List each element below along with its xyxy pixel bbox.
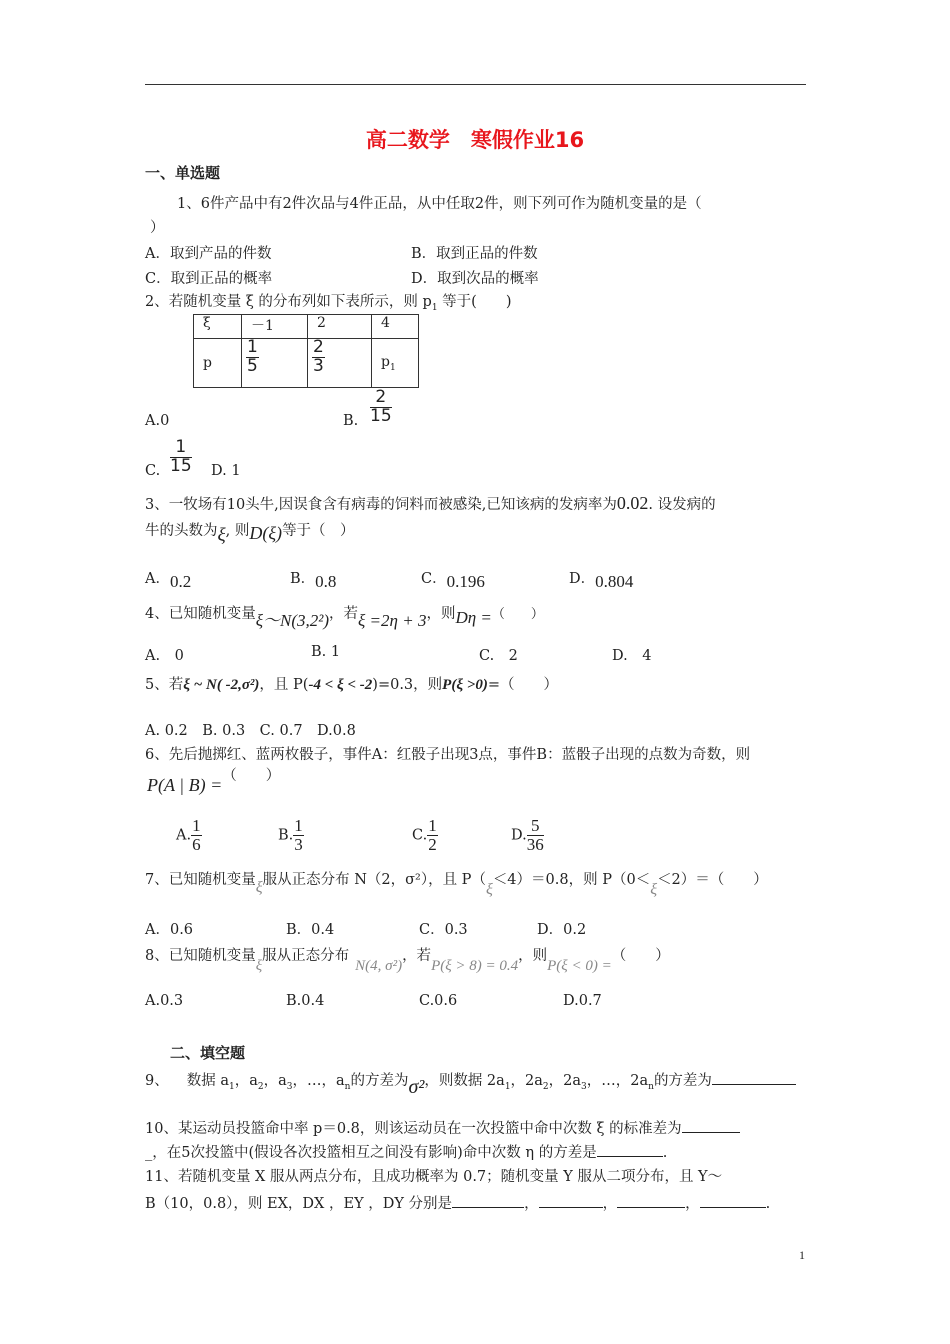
q3-line2-text: 牛的头数为 [145,523,218,539]
frac-den: 3 [313,355,324,376]
opt-label: A. [176,827,192,844]
sep: ， [685,1196,700,1212]
q3-option-b [290,567,337,591]
q3-stem-text: 3、一牧场有10头牛,因误食含有病毒的饲料而被感染,已知该病的发病率为 [145,497,617,513]
q8-stem-dist-text: 服从正态分布 [262,948,350,964]
q3-option-c [421,567,485,591]
q8-stem-if: ，若 [402,948,432,964]
table-cell-p1 [372,339,419,388]
q11-text: B（10，0.8），则 EX，DX ，EY ，DY 分别是 [145,1196,453,1212]
page-number: 1 [799,1248,805,1262]
page-title: 高二数学 寒假作业16 [365,128,585,152]
q5-options: A. 0.2 B. 0.3 C. 0.7 D.0.8 [145,723,356,739]
frac-den: 3 [294,834,303,854]
q1-option-b: B．取到正品的件数 [411,246,538,262]
q1-option-a: A．取到产品的件数 [145,246,272,262]
opt-label: A． [145,571,170,587]
q4-stem [145,598,544,630]
sub: n [344,1081,351,1092]
sep: ， [524,1196,539,1212]
q2-option-c-label: C. [145,463,161,479]
frac-den: 2 [428,834,437,854]
sep: ，a [234,1073,258,1089]
opt-label: D． [569,571,596,587]
table-cell-frac-2 [308,339,372,388]
q9-answer-blank[interactable] [712,1070,796,1085]
sub: 3 [286,1081,293,1092]
q11-line1: 11、若随机变量 X 服从两点分布，且成功概率为 0.7；随机变量 Y 服从二项分布，且 Y～ [145,1169,723,1185]
frac-den: 6 [192,834,201,854]
q2-stem [145,290,512,313]
q7-option-b: B．0.4 [286,922,335,938]
q9-text-data: ，则数据 2a [424,1073,505,1089]
table-header-xi: ξ [194,315,242,339]
opt-label: C. [412,827,428,844]
opt-value: 0.804 [595,572,634,591]
fraction [191,817,202,854]
sub: 2 [542,1081,549,1092]
q8-ask: P(ξ < 0) = [547,958,612,974]
sub: 1 [229,1081,235,1092]
q4-stem-if: ，若 [329,606,359,622]
opt-value: 0.2 [169,572,192,591]
q6-option-a [176,817,202,854]
q3-stem-tail: . 设发病的 [648,497,716,513]
opt-label: B. [278,827,294,844]
frac-num: 2 [370,389,392,408]
q4-option-b: B. 1 [311,644,341,660]
frac-den: 15 [170,455,192,476]
p-sub: 1 [389,362,396,373]
q4-option-c: C. 2 [479,648,518,664]
q1-stem-close: ） [150,220,165,236]
table-header-2: 2 [308,315,372,339]
q10-end: . [662,1145,668,1161]
header-rule [145,84,806,85]
section-single-choice: 一、单选题 [145,164,221,182]
q4-option-d: D. 4 [612,648,652,664]
q3-line2-then: , 则 [225,523,250,539]
q10-blank-std[interactable] [682,1118,740,1133]
q7-stem [145,868,768,898]
q9-number: 9、 [145,1073,169,1089]
q5-ask: P(ξ >0) [442,677,488,693]
q7-stem-ask: ＜2）＝（ ） [657,872,768,888]
q7-xi-2: ξ [485,881,493,898]
q5-stem [145,673,558,694]
q10-blank-var[interactable] [597,1142,663,1157]
q8-option-c: C.0.6 [419,993,458,1009]
q10-line2 [145,1141,667,1162]
q5-stem-cond: ，且 P( [259,677,309,693]
q5-inequality: -4 < ξ < -2 [308,677,373,693]
sub: 3 [581,1081,587,1092]
fraction [170,439,192,476]
q1-stem: 1、6件产品中有2件次品与4件正品，从中任取2件，则下列可作为随机变量的是（ [177,196,702,212]
frac-num: 1 [428,816,437,835]
opt-value: 0.8 [315,572,337,591]
q11-blank-ey[interactable] [617,1193,685,1208]
q3-rate: 0.02 [616,493,649,513]
table-row-label: p [194,339,242,388]
q6-stem: 6、先后抛掷红、蓝两枚骰子，事件A：红骰子出现3点，事件B：蓝骰子出现的点数为奇数，则 [145,747,751,763]
q1-option-c: C．取到正品的概率 [145,271,273,287]
q4-distribution: ξ～N(3,2²) [255,611,330,630]
q7-stem-cond: ＜4）＝0.8，则 P（0＜ [492,872,651,888]
fraction [527,817,544,854]
q8-option-b: B.0.4 [286,993,325,1009]
q4-stem-then: ，则 [426,606,456,622]
q2-distribution-table [193,314,419,388]
q2-stem-text: 2、若随机变量 ξ 的分布列如下表所示，则 p [145,294,432,310]
p-label: p [381,353,390,370]
q7-xi: ξ [255,879,263,896]
fraction [293,817,304,854]
q11-blank-dx[interactable] [539,1193,603,1208]
q8-xi: ξ [255,958,263,974]
q8-stem [145,944,670,974]
q2-option-d: D. 1 [211,463,241,479]
opt-value: 0.196 [446,572,485,591]
q11-line2 [145,1192,770,1213]
q8-condition: P(ξ > 8) = 0.4 [431,958,519,974]
q2-stem-paren: 等于( ) [437,294,512,310]
q6-paren: （ ） [222,768,281,784]
opt-label: B． [290,571,316,587]
q11-end: . [765,1196,771,1212]
q4-option-a: A. 0 [145,648,184,664]
q4-ask: Dη = [455,608,492,627]
q9-line [145,1068,796,1098]
sep: ，a [263,1073,287,1089]
q9-text-variance: 的方差为 [350,1073,409,1089]
q5-stem-paren: =（ ） [487,677,559,693]
table-header-neg1: －1 [242,315,308,339]
q3-option-d [569,567,634,591]
fraction [246,339,259,376]
q2-option-b-label: B. [343,413,359,429]
q5-stem-then: )=0.3，则 [372,677,443,693]
q10-line1 [145,1117,740,1138]
frac-num: 1 [192,816,201,835]
fraction [370,389,392,426]
q6-option-c [412,817,438,854]
q8-stem-text: 8、已知随机变量 [145,948,256,964]
frac-den: 36 [526,834,544,854]
q4-relation: ξ =2η + 3 [358,611,427,630]
q3-xi: ξ [217,525,226,546]
q3-line2 [145,519,355,546]
q10-text-2: _，在5次投篮中(假设各次投篮相互之间没有影响)命中次数 η 的方差是 [145,1145,597,1161]
q4-paren: （ ） [491,607,544,622]
sep: ，…，2a [586,1073,649,1089]
q7-stem-dist: 服从正态分布 N（2，σ²），且 P（ [262,872,486,888]
table-cell-frac-1 [242,339,308,388]
frac-den: 15 [370,405,392,426]
q9-sigma: σ² [408,1076,425,1098]
q3-line1 [145,493,716,514]
fraction [312,339,325,376]
q9-text-ask: 的方差为 [653,1073,712,1089]
q5-stem-text: 5、若 [145,677,184,693]
q2-option-a: A.0 [145,413,170,429]
q8-distribution: N(4, σ²) [355,958,403,974]
sub: n [648,1081,654,1092]
table-header-4: 4 [372,315,419,339]
sub: 2 [257,1081,264,1092]
q9-text: 数据 a [186,1073,229,1089]
q2-stem-sub: 1 [431,302,438,313]
fraction [427,817,438,854]
q3-option-a [145,567,192,591]
q6-ask-expr: P(A | B) = [147,775,223,795]
q2-option-b-frac [370,389,392,426]
q6-option-b [278,817,304,854]
frac-den: 5 [247,355,258,376]
q8-stem-then: ，则 [518,948,548,964]
q1-option-d: D．取到次品的概率 [411,271,539,287]
q6-option-d [511,817,544,854]
q7-option-a: A．0.6 [145,922,194,938]
q7-xi-3: ξ [650,881,658,898]
q3-variance-expr: D(ξ) [249,523,283,543]
sep: ，2a [548,1073,582,1089]
section-fill-blank: 二、填空题 [170,1044,246,1062]
q3-line2-ask: 等于（ ） [282,523,355,539]
q8-paren: （ ） [611,948,670,964]
frac-num: 5 [527,817,544,836]
sub: 1 [504,1081,511,1092]
sep: ，2a [510,1073,543,1089]
q4-stem-text: 4、已知随机变量 [145,606,256,622]
frac-num: 1 [170,439,192,458]
q5-distribution: ξ ~ N( -2,σ²) [183,677,260,693]
q10-text: 10、某运动员投篮命中率 p＝0.8，则该运动员在一次投篮中命中次数 ξ 的标准差为 [145,1121,682,1137]
frac-num: 2 [313,337,324,357]
q7-option-d: D．0.2 [537,922,587,938]
q11-blank-dy[interactable] [700,1193,766,1208]
opt-label: D. [511,827,527,844]
frac-num: 1 [294,816,303,835]
q7-option-c: C．0.3 [419,922,468,938]
sep: ，…，a [292,1073,345,1089]
frac-num: 1 [247,337,258,357]
q7-stem-text: 7、已知随机变量 [145,872,256,888]
sep: ， [602,1196,618,1212]
q11-blank-ex[interactable] [452,1193,524,1208]
q8-option-d: D.0.7 [563,993,602,1009]
q6-ask [147,768,281,796]
q8-option-a: A.0.3 [145,993,184,1009]
q2-option-c-frac [170,439,192,476]
opt-label: C． [421,571,447,587]
